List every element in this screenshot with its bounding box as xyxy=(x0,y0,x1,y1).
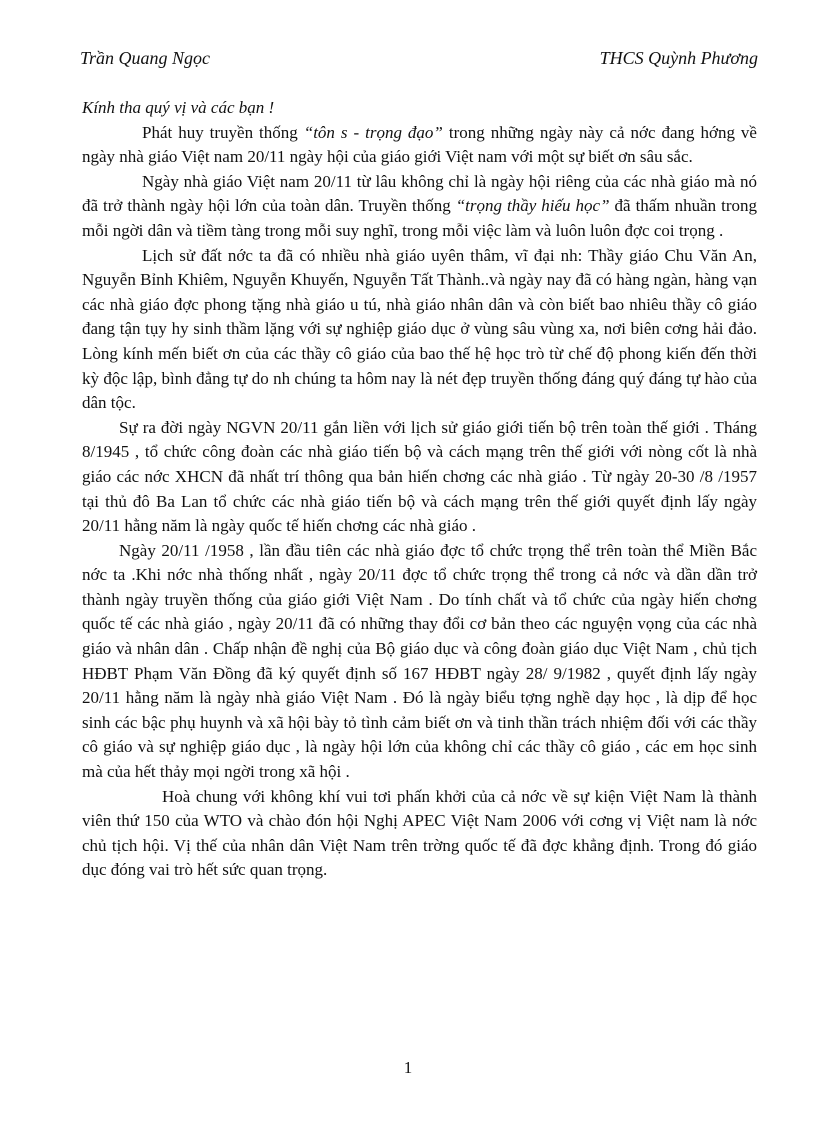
paragraph-3: Lịch sử đất nớc ta đã có nhiều nhà giáo uyên thâm, vĩ đại nh: Thầy giáo Chu Văn An, Nguyễn Bỉnh Khiêm, Nguyễn Khuyến, Nguyễn Tất Thành..và ngày nay đã có hàng ngàn, hàng vạn các nhà giáo đợc phong tặng nhà giáo u tú, nhà giáo nhân dân và còn biết bao nhiêu thầy cô giáo đang tận tụy hy sinh thầm lặng với sự nghiệp giáo dục ở vùng sâu vùng xa, nơi biên cơng hải đảo. Lòng kính mến biết ơn của các thầy cô giáo của bao thế hệ học trò từ chế độ phong kiến đến thời kỳ độc lập, bình đẳng tự do nh chúng ta hôm nay là nét đẹp truyền thống đáng quý đáng tự hào của dân tộc. xyxy=(82,245,757,413)
paragraph-1 xyxy=(82,121,757,170)
paragraph-6: Hoà chung với không khí vui tơi phấn khởi của cả nớc về sự kiện Việt Nam là thành viên thứ 150 của WTO và chào đón hội Nghị APEC Việt Nam 2006 với cơng vị Việt nam là nớc chủ tịch hội. Vị thế của nhân dân Việt Nam trên trờng quốc tế đã đợc khẳng định. Trong đó giáo dục đóng vai trò hết sức quan trọng. xyxy=(82,786,757,880)
document-body xyxy=(82,96,757,883)
page-header xyxy=(80,48,758,69)
paragraph-2-text-b: đã thấm nhuần trong mỗi ngời dân và tiềm tàng trong mỗi suy nghĩ, trong mỗi việc làm và luôn luôn đợc coi trọng . xyxy=(82,196,758,240)
header-school: THCS Quỳnh Phương xyxy=(599,48,758,68)
paragraph-5: Ngày 20/11 /1958 , lần đầu tiên các nhà giáo đợc tổ chức trọng thể trên toàn thể Miền Bắc nớc ta .Khi nớc nhà thống nhất , ngày 20/11 đợc tổ chức trọng thể trong cả nớc và dần dần trở thành ngày truyền thống của giáo giới Việt Nam . Do tính chất và tổ chức của ngày hiến chơng quốc tế các nhà giáo , ngày 20/11 đã có những thay đổi cơ bản theo các nguyện vọng của các nhà giáo và nhân dân . Chấp nhận đề nghị của Bộ giáo dục và công đoàn giáo dục Việt Nam , chủ tịch HĐBT Phạm Văn Đồng đã ký quyết định số 167 HĐBT ngày 28/ 9/1982 , quyết định lấy ngày 20/11 hằng năm là ngày nhà giáo Việt Nam . Đó là ngày biểu tợng nghề dạy học , là dịp để học sinh các bậc phụ huynh và xã hội bày tỏ tình cảm biết ơn và tinh thần trách nhiệm đối với các thầy cô giáo và sự nghiệp giáo dục , là ngày hội lớn của không chỉ các thầy cô giáo , các em học sinh mà của hết thảy mọi ngời trong xã hội . xyxy=(82,540,757,782)
paragraph-2 xyxy=(82,170,757,244)
greeting: Kính tha quý vị và các bạn ! xyxy=(82,98,275,117)
paragraph-1-text-a: Phát huy truyền thống xyxy=(142,122,304,142)
page-number: 1 xyxy=(403,1058,413,1077)
paragraph-4: Sự ra đời ngày NGVN 20/11 gắn liền với lịch sử giáo giới tiến bộ trên toàn thế giới . Tháng 8/1945 , tổ chức công đoàn các nhà giáo tiến bộ và cách mạng trên thế giới với nòng cốt là nhà giáo các nớc XHCN đã nhất trí thông qua bản hiến chơng các nhà giáo . Từ ngày 20-30 /8 /1957 tại thủ đô Ba Lan tổ chức các nhà giáo tiến bộ và cách mạng trên thế giới quyết định lấy ngày 20/11 hằng năm là ngày quốc tế hiến chơng các nhà giáo . xyxy=(82,417,757,536)
paragraph-2-quote: “trọng thầy hiếu học” xyxy=(455,196,610,216)
paragraph-2-text-a: Ngày nhà giáo Việt nam 20/11 từ lâu không chỉ là ngày hội riêng của các nhà giáo mà nó đã trở thành ngày hội lớn của toàn dân. Truyền thống xyxy=(82,171,757,216)
paragraph-1-quote: “tôn s - trọng đạo” xyxy=(303,122,443,142)
paragraph-1-text-b: trong những ngày này cả nớc đang hớng về ngày nhà giáo Việt nam 20/11 ngày hội của giáo giới Việt nam với một sự biết ơn sâu sắc. xyxy=(82,122,757,167)
header-author: Trần Quang Ngọc xyxy=(80,48,211,68)
